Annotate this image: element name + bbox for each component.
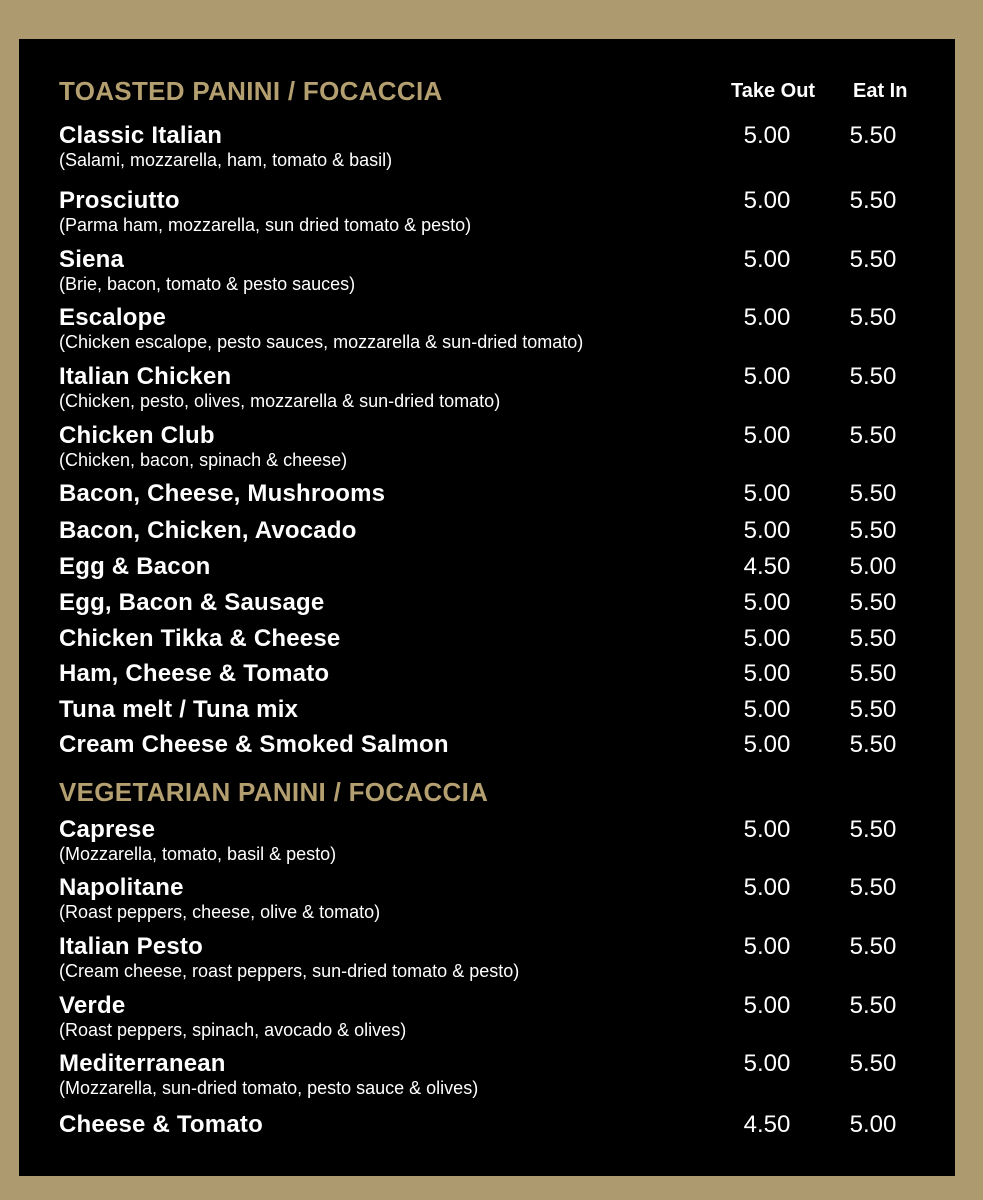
menu-item-name: Egg & Bacon [59,553,211,580]
menu-item-description: (Mozzarella, sun-dried tomato, pesto sauce & olives) [59,1078,479,1098]
take-out-price: 5.00 [743,480,791,507]
eat-in-price: 5.50 [849,480,897,507]
take-out-price: 5.00 [743,187,791,214]
menu-item [59,697,939,723]
menu-item-name: Italian Pesto [59,933,203,960]
menu-item [59,1051,939,1099]
take-out-price: 5.00 [743,246,791,273]
take-out-price: 5.00 [743,933,791,960]
eat-in-price: 5.50 [849,122,897,149]
eat-in-price: 5.50 [849,589,897,616]
take-out-price: 5.00 [743,731,791,758]
take-out-price: 5.00 [743,625,791,652]
menu-item-name: Verde [59,992,126,1019]
menu-item [59,554,939,580]
take-out-price: 5.00 [743,816,791,843]
eat-in-price: 5.50 [849,1050,897,1077]
eat-in-price: 5.50 [849,304,897,331]
menu-panel [19,39,955,1176]
menu-item [59,247,939,295]
menu-item-name: Chicken Club [59,422,215,449]
take-out-price: 5.00 [743,1050,791,1077]
menu-item-name: Mediterranean [59,1050,226,1077]
eat-in-price: 5.50 [849,363,897,390]
menu-item-name: Escalope [59,304,166,331]
eat-in-price: 5.50 [849,625,897,652]
menu-item-description: (Mozzarella, tomato, basil & pesto) [59,844,337,864]
menu-item-description: (Roast peppers, spinach, avocado & olives) [59,1020,407,1040]
menu-item-name: Prosciutto [59,187,180,214]
menu-item [59,305,939,353]
menu-item [59,123,939,171]
menu-item [59,590,939,616]
eat-in-price: 5.50 [849,731,897,758]
take-out-price: 5.00 [743,992,791,1019]
menu-item-name: Bacon, Chicken, Avocado [59,517,357,544]
take-out-price: 5.00 [743,517,791,544]
menu-item-description: (Cream cheese, roast peppers, sun-dried tomato & pesto) [59,961,520,981]
menu-item-description: (Roast peppers, cheese, olive & tomato) [59,902,381,922]
menu-item-name: Italian Chicken [59,363,232,390]
menu-item [59,993,939,1041]
eat-in-price: 5.00 [849,1111,897,1138]
menu-item [59,423,939,471]
menu-item-name: Tuna melt / Tuna mix [59,696,299,723]
eat-in-price: 5.50 [849,517,897,544]
menu-item-name: Siena [59,246,125,273]
eat-in-price: 5.50 [849,660,897,687]
menu-item [59,934,939,982]
menu-item-description: (Salami, mozzarella, ham, tomato & basil) [59,150,393,170]
column-header-take-out: Take Out [731,80,816,102]
take-out-price: 5.00 [743,589,791,616]
menu-item-name: Napolitane [59,874,184,901]
section-title-vegetarian: VEGETARIAN PANINI / FOCACCIA [59,777,489,807]
menu-item-name: Classic Italian [59,122,223,149]
menu-item [59,188,939,236]
menu-item [59,518,939,544]
take-out-price: 5.00 [743,363,791,390]
section-title-toasted: TOASTED PANINI / FOCACCIA [59,76,443,106]
menu-item [59,626,939,652]
menu-item [59,817,939,865]
eat-in-price: 5.50 [849,187,897,214]
take-out-price: 5.00 [743,122,791,149]
menu-item-description: (Parma ham, mozzarella, sun dried tomato & pesto) [59,215,472,235]
menu-item-name: Egg, Bacon & Sausage [59,589,325,616]
menu-item [59,661,939,687]
take-out-price: 5.00 [743,304,791,331]
eat-in-price: 5.50 [849,422,897,449]
eat-in-price: 5.00 [849,553,897,580]
menu-item-description: (Chicken, bacon, spinach & cheese) [59,450,348,470]
menu-item-name: Cream Cheese & Smoked Salmon [59,731,449,758]
menu-item-name: Ham, Cheese & Tomato [59,660,330,687]
menu-item [59,875,939,923]
menu-item-description: (Chicken escalope, pesto sauces, mozzarella & sun-dried tomato) [59,332,584,352]
menu-item [59,732,939,758]
menu-item-description: (Brie, bacon, tomato & pesto sauces) [59,274,356,294]
take-out-price: 4.50 [743,1111,791,1138]
eat-in-price: 5.50 [849,696,897,723]
take-out-price: 5.00 [743,874,791,901]
menu-item [59,364,939,412]
eat-in-price: 5.50 [849,992,897,1019]
column-header-eat-in: Eat In [853,80,908,102]
eat-in-price: 5.50 [849,816,897,843]
eat-in-price: 5.50 [849,246,897,273]
menu-item-name: Caprese [59,816,156,843]
menu-item [59,481,939,507]
menu-item-name: Cheese & Tomato [59,1111,263,1138]
take-out-price: 4.50 [743,553,791,580]
menu-item-description: (Chicken, pesto, olives, mozzarella & sun-dried tomato) [59,391,501,411]
eat-in-price: 5.50 [849,874,897,901]
take-out-price: 5.00 [743,660,791,687]
take-out-price: 5.00 [743,696,791,723]
eat-in-price: 5.50 [849,933,897,960]
menu-item [59,1112,939,1138]
menu-item-name: Chicken Tikka & Cheese [59,625,341,652]
take-out-price: 5.00 [743,422,791,449]
menu-item-name: Bacon, Cheese, Mushrooms [59,480,386,507]
